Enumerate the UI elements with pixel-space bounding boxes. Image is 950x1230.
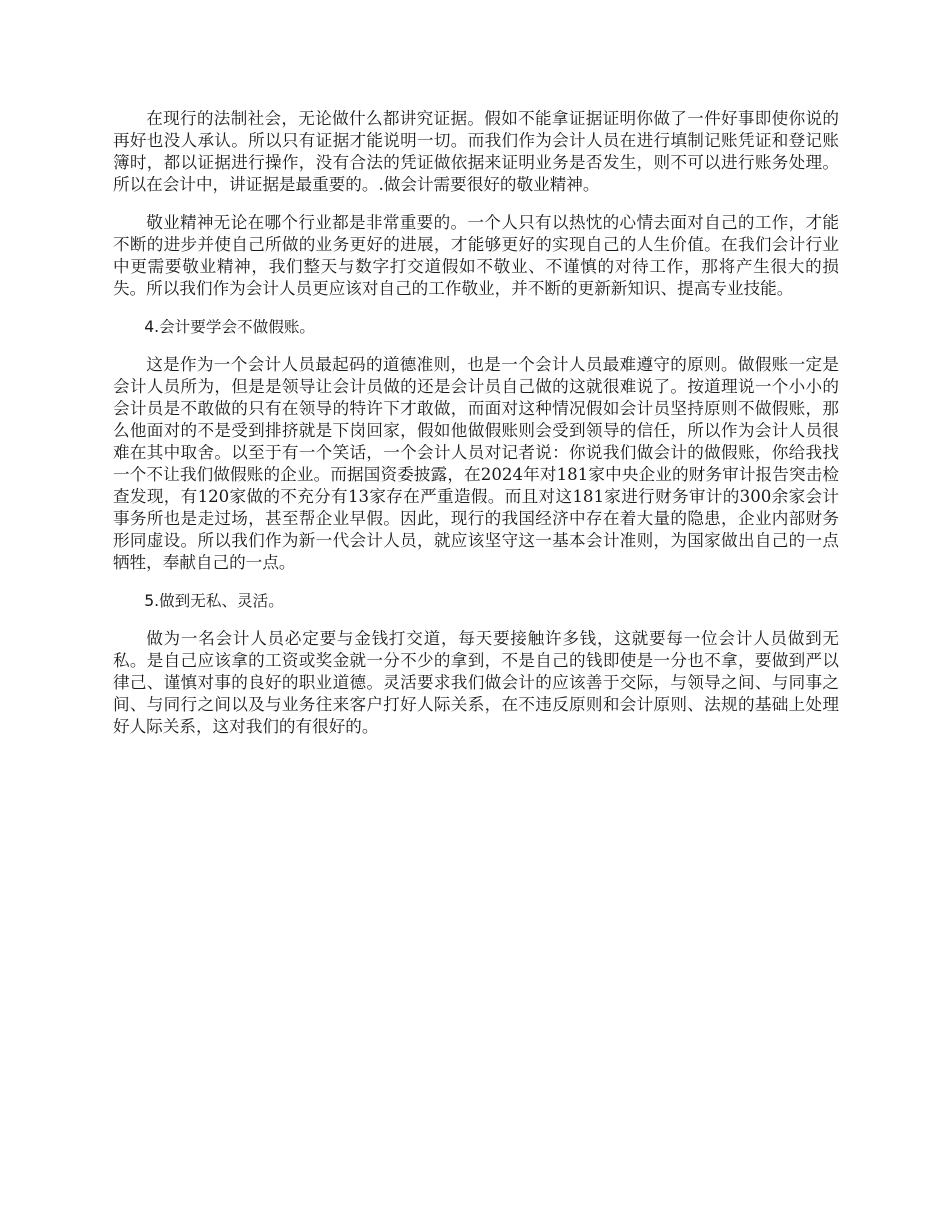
section-heading-selfless-flexible: 5.做到无私、灵活。 — [144, 592, 284, 610]
paragraph-selfless-flexible: 做为一名会计人员必定要与金钱打交道，每天要接触许多钱，这就要每一位会计人员做到无私。是自己应该拿的工资或奖金就一分不少的拿到，不是自己的钱即使是一分也不拿，要做到严以律己、谨慎对事的良好的职业道德。灵活要求我们做会计的应该善于交际，与领导之间、与同事之间、与同行之间以及与业务往来客户打好人际关系，在不违反原则和会计原则、法规的基础上处理好人际关系，这对我们的有很好的。 — [113, 629, 839, 736]
document-page — [113, 108, 839, 754]
paragraph-no-false-accounts: 这是作为一个会计人员最起码的道德准则，也是一个会计人员最难遵守的原则。做假账一定是会计人员所为，但是是领导让会计员做的还是会计员自己做的这就很难说了。按道理说一个小小的会计员是不敢做的只有在领导的特许下才敢做，而面对这种情况假如会计员坚持原则不做假账，那么他面对的不是受到排挤就是下岗回家，假如他做假账则会受到领导的信任，所以作为会计人员很难在其中取舍。以至于有一个笑话，一个会计人员对记者说：你说我们做会计的做假账，你给我找一个不让我们做假账的企业。而据国资委披露，在2024年对181家中央企业的财务审计报告突击检查发现，有120家做的不充分有13家存在严重造假。而且对这181家进行财务审计的300余家会计事务所也是走过场，甚至帮企业早假。因此，现行的我国经济中存在着大量的隐患，企业内部财务形同虚设。所以我们作为新一代会计人员，就应该坚守这一基本会计准则，为国家做出自己的一点牺牲，奉献自己的一点。 — [113, 355, 839, 572]
paragraph-dedication: 敬业精神无论在哪个行业都是非常重要的。一个人只有以热忱的心情去面对自己的工作，才能不断的进步并使自己所做的业务更好的进展，才能够更好的实现自己的人生价值。在我们会计行业中更需要敬业精神，我们整天与数字打交道假如不敬业、不谨慎的对待工作，那将产生很大的损失。所以我们作为会计人员更应该对自己的工作敬业，并不断的更新新知识、提高专业技能。 — [113, 213, 839, 298]
paragraph-evidence: 在现行的法制社会，无论做什么都讲究证据。假如不能拿证据证明你做了一件好事即使你说的再好也没人承认。所以只有证据才能说明一切。而我们作为会计人员在进行填制记账凭证和登记账簿时，都以证据进行操作，没有合法的凭证做依据来证明业务是否发生，则不可以进行账务处理。所以在会计中，讲证据是最重要的。.做会计需要很好的敬业精神。 — [113, 109, 839, 194]
section-heading-no-false-accounts: 4.会计要学会不做假账。 — [144, 318, 316, 336]
